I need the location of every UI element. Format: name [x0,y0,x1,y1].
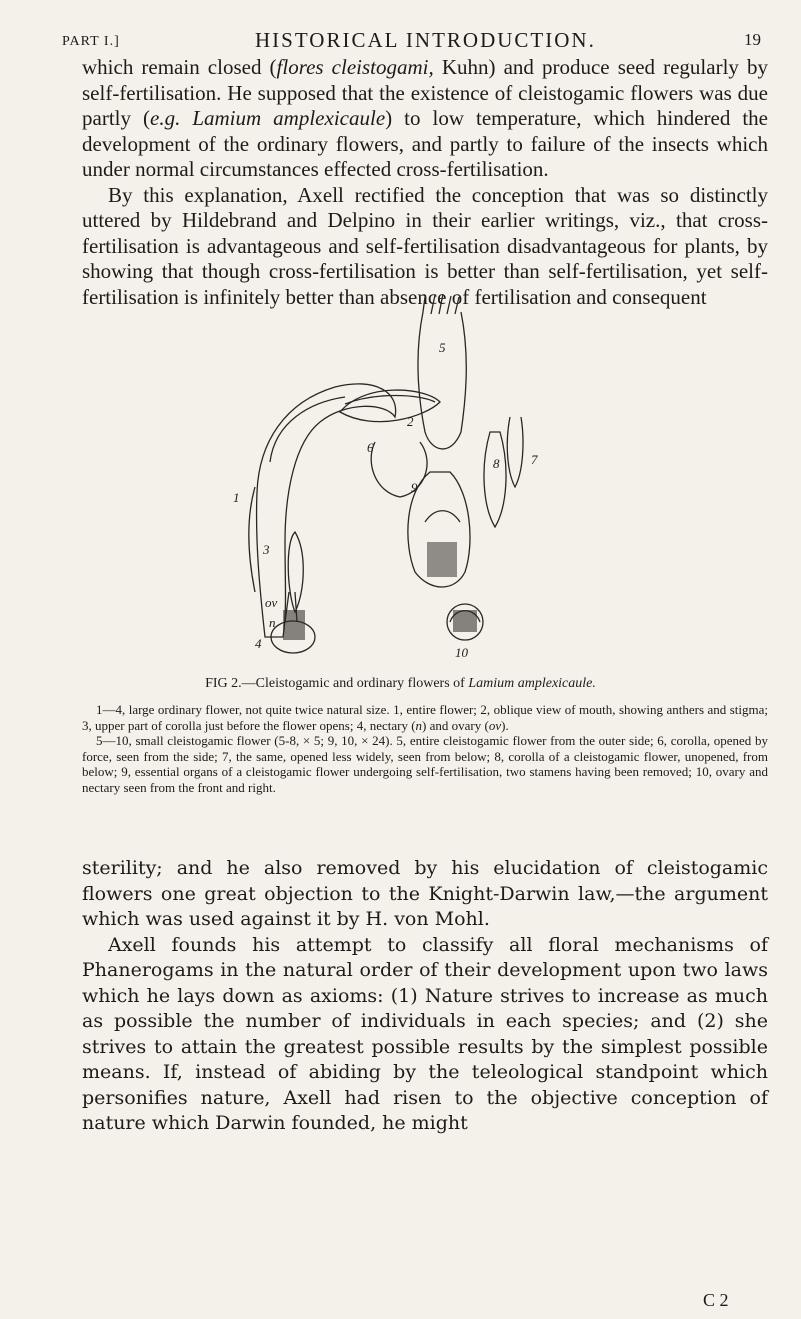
text-run: By this explanation, Axell rectified the conception that was so distinctly uttered by Hildebrand and Delpino in their earlier writings, viz., that cross-fertilisation is advantageous and self-fertilisation disadvantageous for plants, by showing that though cross-fertilisation is better than self-fertilisation, yet self-fertilisation is infinitely better than absence of fertilisation and consequent [82,182,768,309]
fig7-corolla [507,417,523,487]
fig5-calyx [418,312,466,449]
fig4-shading [283,610,305,640]
italic-run: e.g. Lamium amplexicaule [150,106,386,130]
figure-flower-illustration [225,292,585,664]
fig-label-7: 7 [531,452,538,467]
figure-caption-title [0,676,801,692]
paragraph [82,856,768,933]
paragraph [82,933,768,1137]
fig-label-8: 8 [493,456,500,471]
fig1-hood-line [270,397,345,462]
caption-species: Lamium amplexicaule. [468,676,596,691]
fig-label-n: n [269,615,276,630]
fig-label-6: 6 [367,440,374,455]
fig9-stigma [425,511,460,522]
fig10-shading [453,610,477,632]
text-run: 5—10, small cleistogamic flower (5-8, × 5; 9, 10, × 24). 5, entire cleistogamic flower from the outer side; 6, corolla, opened by force, seen from the side; 7, the same, opened less widely, seen from below; 8, corolla of a cleistogamic flower, unopened, from below; 9, essential organs of a cleistogamic flower undergoing self-fertilisation, two stamens having been removed; 10, ovary and nectary seen from the front and right. [82,733,768,795]
text-run: Kuhn) and produce seed regularly by self-fertilisation. He supposed that the existence of cleistogamic flowers was due partly ( [82,55,768,130]
fig9-shading [427,542,457,577]
figure-caption-body [82,702,768,795]
signature-mark: C 2 [703,1290,729,1310]
fig-label-9: 9 [411,480,418,495]
flower-drawings [225,292,585,664]
fig-label-4: 4 [255,636,262,651]
text-run: 1—4, large ordinary flower, not quite twice natural size. 1, entire flower; 2, oblique view of mouth, showing anthers and stigma; 3, upper part of corolla just before the flower opens; 4, nectary ( [82,702,768,733]
fig-label-1: 1 [233,490,240,505]
text-run: sterility; and he also removed by his elucidation of cleistogamic flowers one great objection to the Knight-Darwin law,—the argument which was used against it by H. von Mohl. [82,857,768,930]
text-run: which remain closed ( [82,55,277,79]
fig5-sepal-teeth [423,294,459,314]
text-run: ). [501,717,509,733]
paragraph [82,55,768,183]
caption-prefix: FIG 2.—Cleistogamic and ordinary flowers of [205,676,469,691]
part-label: PART I.] [62,34,120,49]
caption-paragraph [82,733,768,795]
fig-label-ov: ov [265,595,278,610]
body-text-bottom [82,856,768,1137]
text-run: ) to low temperature, which hindered the development of the ordinary flowers, and partly to failure of the insects which under normal circumstances effected cross-fertilisation. [82,106,768,181]
italic-run: ov [488,717,502,733]
running-title: HISTORICAL INTRODUCTION. [255,28,596,52]
fig-label-3: 3 [263,542,270,557]
fig-label-5: 5 [439,340,446,355]
page-number: 19 [744,30,761,49]
fig-label-2: 2 [407,414,414,429]
fig1-lip [249,487,255,592]
text-run: ) and ovary ( [422,717,489,733]
fig6-corolla [371,442,427,497]
text-run: Axell founds his attempt to classify all floral mechanisms of Phanerogams in the natural order of their development upon two laws which he lays down as axioms: (1) Nature strives to increase as much as possible the number of individuals in each species; and (2) she strives to attain the greatest possible results by the simplest possible means. If, instead of abiding by the teleological standpoint which personifies nature, Axell had risen to the objective conception of nature which Darwin founded, he might [82,933,768,1134]
caption-paragraph [82,702,768,733]
italic-run: n [415,717,423,733]
italic-run: flores cleistogami, [276,55,434,79]
body-text-top [82,55,768,310]
fig2-anthers [345,396,435,405]
running-header [0,26,801,52]
fig8-corolla [484,432,506,527]
paragraph [82,183,768,311]
fig-label-10: 10 [455,645,468,660]
